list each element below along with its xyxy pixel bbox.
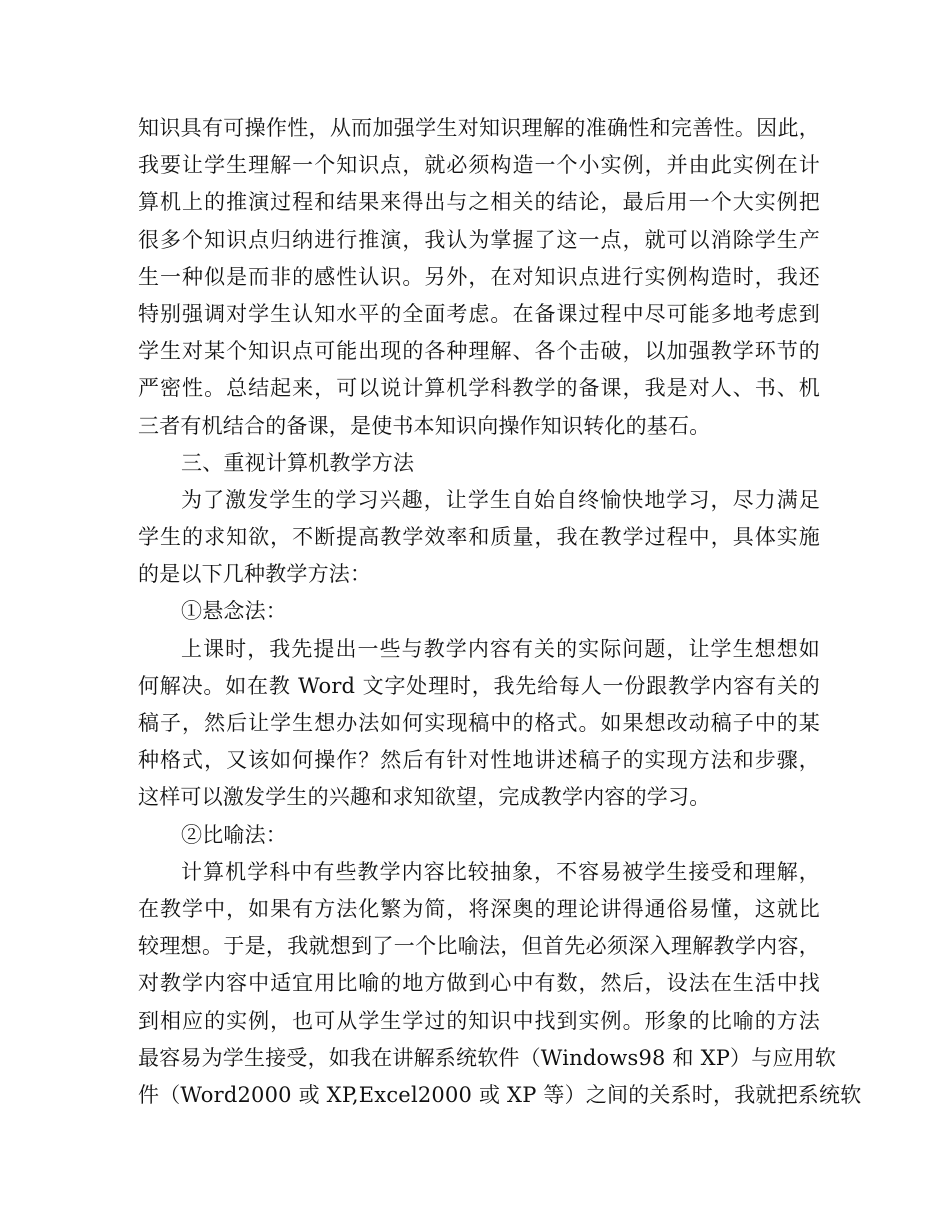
text-line: 最容易为学生接受，如我在讲解系统软件（Windows98 和 XP）与应用软 bbox=[138, 1045, 837, 1070]
text-line: 计算机学科中有些教学内容比较抽象，不容易被学生接受和理解， bbox=[181, 859, 820, 884]
text-line: 特别强调对学生认知水平的全面考虑。在备课过程中尽可能多地考虑到 bbox=[138, 301, 820, 326]
text-line: 我要让学生理解一个知识点，就必须构造一个小实例，并由此实例在计 bbox=[138, 153, 820, 178]
text-line: 三者有机结合的备课，是使书本知识向操作知识转化的基石。 bbox=[138, 413, 711, 438]
text-line: 对教学内容中适宜用比喻的地方做到心中有数，然后，设法在生活中找 bbox=[138, 971, 820, 996]
text-line: 在教学中，如果有方法化繁为简，将深奥的理论讲得通俗易懂，这就比 bbox=[138, 896, 820, 921]
text-line: 上课时，我先提出一些与教学内容有关的实际问题，让学生想想如 bbox=[181, 636, 820, 661]
text-line: 很多个知识点归纳进行推演，我认为掌握了这一点，就可以消除学生产 bbox=[138, 227, 820, 252]
text-line: 件（Word2000 或 XP,Excel2000 或 XP 等）之间的关系时，我就把系统软 bbox=[138, 1082, 862, 1107]
text-line: 为了激发学生的学习兴趣，让学生自始自终愉快地学习，尽力满足 bbox=[181, 487, 820, 512]
text-line: 种格式，又该如何操作？然后有针对性地讲述稿子的实现方法和步骤， bbox=[138, 748, 820, 773]
text-line: 学生的求知欲，不断提高教学效率和质量，我在教学过程中，具体实施 bbox=[138, 525, 820, 550]
method-heading: ①悬念法： bbox=[181, 599, 287, 624]
text-line: 学生对某个知识点可能出现的各种理解、各个击破，以加强教学环节的 bbox=[138, 339, 820, 364]
text-line: 何解决。如在教 Word 文字处理时，我先给每人一份跟教学内容有关的 bbox=[138, 673, 820, 698]
text-line: 到相应的实例，也可从学生学过的知识中找到实例。形象的比喻的方法 bbox=[138, 1008, 820, 1033]
section-heading: 三、重视计算机教学方法 bbox=[181, 450, 415, 475]
text-line: 较理想。于是，我就想到了一个比喻法，但首先必须深入理解教学内容， bbox=[138, 934, 820, 959]
text-line: 的是以下几种教学方法： bbox=[138, 562, 372, 587]
text-line: 生一种似是而非的感性认识。另外，在对知识点进行实例构造时，我还 bbox=[138, 264, 820, 289]
text-line: 稿子，然后让学生想办法如何实现稿中的格式。如果想改动稿子中的某 bbox=[138, 711, 820, 735]
body-text bbox=[138, 110, 862, 1114]
text-line: 算机上的推演过程和结果来得出与之相关的结论，最后用一个大实例把 bbox=[138, 190, 820, 215]
text-line: 知识具有可操作性，从而加强学生对知识理解的准确性和完善性。因此， bbox=[138, 116, 820, 140]
text-line: 严密性。总结起来，可以说计算机学科教学的备课，我是对人、书、机 bbox=[138, 376, 820, 401]
method-heading: ②比喻法： bbox=[181, 822, 287, 847]
text-line: 这样可以激发学生的兴趣和求知欲望，完成教学内容的学习。 bbox=[138, 785, 711, 810]
